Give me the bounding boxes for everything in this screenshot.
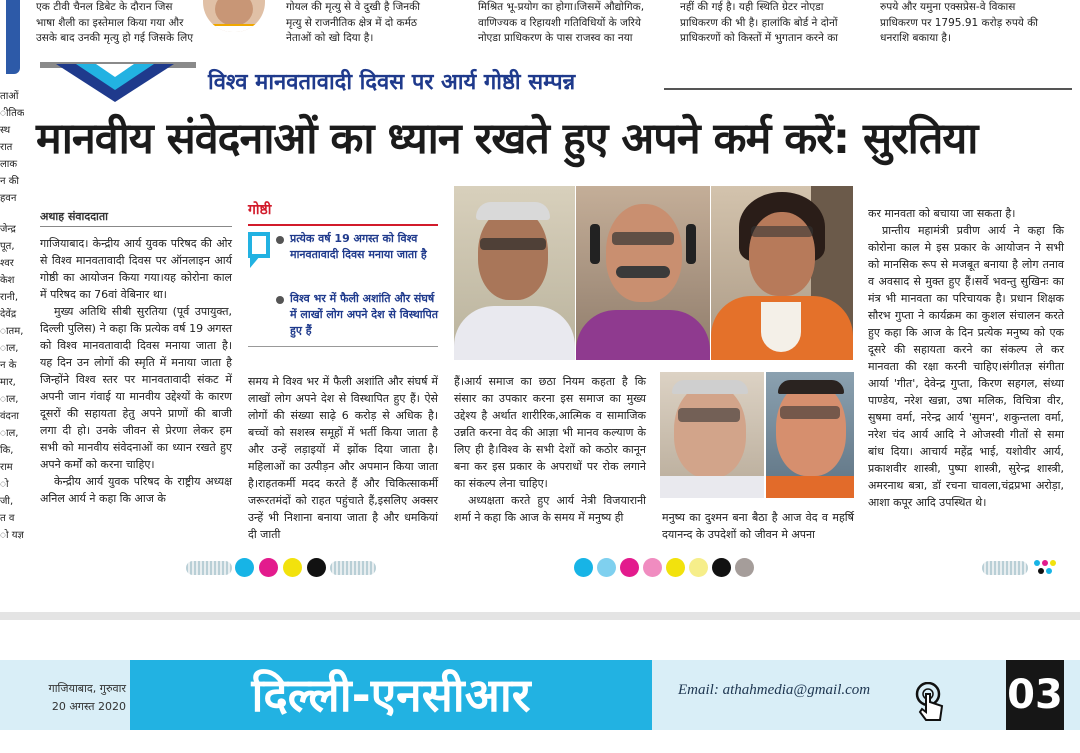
color-swatch xyxy=(259,558,278,577)
left-edge-column: ताओं ीतिक स्थ रात लाक न की हवन जेन्द्र पूत, श्वर केश रानी, देवेंद्र ातम, ाल, न के मार, ाल, वंदना ाल, कि, राम ो जी, त व ो यज्ञ xyxy=(0,91,24,541)
bullet-icon xyxy=(276,236,284,244)
article-column-4 xyxy=(662,509,854,543)
box-bullet: प्रत्येक वर्ष 19 अगस्त को विश्व मानवतावादी दिवस मनाया जाता है xyxy=(290,232,427,261)
registration-mark-icon xyxy=(1034,560,1056,576)
footer-email[interactable]: Email: athahmedia@gmail.com xyxy=(678,682,871,698)
headline: मानवीय संवेदनाओं का ध्यान रखते हुए अपने कर्म करें: सुरतिया xyxy=(36,114,978,164)
color-swatch xyxy=(235,558,254,577)
article-column-2 xyxy=(248,373,438,543)
left-edge-graphic xyxy=(6,0,20,74)
paragraph: मुख्य अतिथि सीबी सुरतिया (पूर्व उपायुक्त, दिल्ली पुलिस) ने कहा कि प्रत्येक वर्ष 19 अगस्त को विश्व मानवतावादी दिवस मनाया जाता है। यह दिन उन लोगों की स्मृति में मनाया जाता है जिन्होंने विश्व स्तर पर मानवतावादी संकट में अपनी जान गंवाई या मानवीय उद्देश्यों के कारण दूसरों की सहायता हेतु अपने प्राणों की बाजी लगा दी हो। उनके जीवन से प्रेरणा लेकर हम सभी को मानवीय संवेदनाओं का ध्यान रखते हुए अपने कर्मों को करना चाहिए। xyxy=(40,305,232,471)
article-column-5 xyxy=(868,205,1064,511)
color-swatch xyxy=(620,558,639,577)
kicker-rule xyxy=(664,88,1072,90)
box-bullet: विश्व भर में फैली अशांति और संघर्ष में लाखों लोग अपने देश से विस्थापित हुए हैं xyxy=(290,292,438,337)
registration-hatch xyxy=(186,561,232,575)
page-number: 03 xyxy=(1007,672,1063,718)
page-gap xyxy=(0,612,1080,620)
article-column-3 xyxy=(454,373,646,526)
photo-speaker-4 xyxy=(660,372,764,498)
pointer-hand-icon xyxy=(914,682,946,726)
footer-city-day: गाजियाबाद, गुरुवार xyxy=(48,682,126,695)
paragraph: समय मे विश्व भर में फैली अशांति और संघर्ष में लाखों लोग अपने देश से विस्थापित हुए हैं। ऐसे लोगों की संख्या साढ़े 6 करोड़ से अधिक है। बच्चों को सशस्त्र समूहों में भर्ती किया जाता है और उन्हें लड़ाइयों में झोंक दिया जाता है। महिलाओं का उत्पीड़न और अपमान किया जाता है।राहतकर्मी मदद करते हैं और चिकित्साकर्मी जरूरतमंदों को राहत पहुंचाते हैं,इसलिए अक्सर उन्हें भी निशाना बनाया जाता है और धमकियां दी जाती xyxy=(248,375,438,541)
color-swatch xyxy=(712,558,731,577)
paragraph: गाजियाबाद। केन्द्रीय आर्य युवक परिषद की ओर से विश्व मानवतावादी दिवस पर ऑनलाइन आर्य गोष्ठी का आयोजन किया गया।यह कोरोना काल में परिषद का 76वां वेबिनार था। xyxy=(40,237,232,301)
bullet-icon xyxy=(276,296,284,304)
goshthi-box xyxy=(248,198,438,348)
top-fragment-mid: मिश्रित भू-प्रयोग का होगा।जिसमें औद्योगिक, वाणिज्यक व रिहायशी गतिविधियों के जरिये नोएडा प्राधिकरण के पास राजस्व का नया xyxy=(478,1,645,44)
byline-rule xyxy=(40,226,232,227)
top-fragment-right2: रुपये और यमुना एक्सप्रेस-वे विकास प्राधिकरण पर 1795.91 करोड़ रुपये की धनराशि बकाया है। xyxy=(880,1,1038,44)
photo-speaker-3 xyxy=(711,186,853,360)
photo-speaker-2 xyxy=(576,186,710,360)
quote-icon xyxy=(248,232,272,270)
top-fragment-right1: नहीं की गई है। यही स्थिति ग्रेटर नोएडा प्राधिकरण की भी है। हालांकि बोर्ड ने दोनों प्राधिकरणों को किस्तों में भुगतान करने का xyxy=(680,1,838,44)
paragraph: केन्द्रीय आर्य युवक परिषद के राष्ट्रीय अध्यक्ष अनिल आर्य ने कहा कि आज के xyxy=(40,475,232,505)
photo-speaker-5 xyxy=(766,372,854,498)
section-title: दिल्ली-एनसीआर xyxy=(251,668,531,722)
kicker: विश्व मानवतावादी दिवस पर आर्य गोष्ठी सम्पन्न xyxy=(208,70,576,95)
chevron-icon xyxy=(56,64,174,102)
box-label: गोष्ठी xyxy=(248,202,272,218)
byline: अथाह संवाददाता xyxy=(40,210,109,223)
color-swatch xyxy=(283,558,302,577)
color-swatch xyxy=(666,558,685,577)
footer-date: 20 अगस्त 2020 xyxy=(51,700,126,713)
footer-dateline xyxy=(30,680,126,716)
color-swatch xyxy=(689,558,708,577)
article-column-1 xyxy=(40,235,232,507)
paragraph: अध्यक्षता करते हुए आर्य नेत्री विजयारानी शर्मा ने कहा कि आज के समय में मनुष्य ही xyxy=(454,494,646,524)
photo-speaker-1 xyxy=(454,186,575,360)
paragraph: मनुष्य का दुश्मन बना बैठा है आज वेद व महर्षि दयानन्द के उपदेशों को जीवन मे अपना xyxy=(662,511,854,541)
paragraph: प्रान्तीय महामंत्री प्रवीण आर्य ने कहा कि कोरोना काल मे इस प्रकार के आयोजन ने सभी को मानसिक रूप से मजबूत बनाया है लोग तनाव व अवसाद से मुक्त हुए हैं।सर्वे भवन्तु सुखिनः का मंत्र भी मानवता का परिचायक है। प्रधान शिक्षक सौरभ गुप्ता ने कार्यक्रम का कुशल संचालन करते हुए कहा कि आज के दिन प्रत्येक मनुष्य को एक दूसरे की सहायता करने का संकल्प ले कर मानवता की रक्षा करनी चाहिए।संगीतज्ञ संगीता आर्या 'गीत', देवेन्द्र गुप्ता, किरण सहगल, संध्या पाण्डेय, नरेश खन्ना, उषा मलिक, विचित्रा वीर, सुषमा वर्मा, नरेन्द्र आर्य 'सुमन', शकुन्तला वर्मा, नरेश चंद आर्य आदि ने ओजस्वी गीतों से समा बांध दिया। आचार्य महेंद्र भाई, यशोवीर आर्य, प्रकाशवीर शास्त्री, पुष्पा शास्त्री, सुरेन्द्र शास्त्री, अमरनाथ बत्रा, डॉ रचना चावला,चंद्रप्रभा अरोड़ा, आशा कपूर आदि उपस्थित थे। xyxy=(868,224,1064,509)
color-swatch xyxy=(597,558,616,577)
color-swatch xyxy=(735,558,754,577)
top-fragment-left: एक टीवी चैनल डिबेट के दौरान जिस भाषा शैली का इस्तेमाल किया गया और उसके बाद उनकी मृत्यु हो गई जिसके लिए xyxy=(36,1,194,44)
paragraph: कर मानवता को बचाया जा सकता है। xyxy=(868,207,1016,220)
top-portrait xyxy=(203,0,265,32)
registration-hatch xyxy=(330,561,376,575)
top-fragment-left2: गोयल की मृत्यु से वे दुखी है जिनकी मृत्यु से राजनीतिक क्षेत्र में दो कर्मठ नेताओं को खो दिया है। xyxy=(286,1,420,44)
paragraph: हैं।आर्य समाज का छठा नियम कहता है कि संसार का उपकार करना इस समाज का मुख्य उद्देश्य है अर्थात शारीरिक,आत्मिक व सामाजिक उन्नति करना वेद की आज्ञा भी मानव कल्याण के लिए ही है।विश्व के सभी देशों को कठोर कानून बना कर इस प्रकार के अपराधों पर रोक लगाने का संकल्प लेना चाहिए। xyxy=(454,375,646,490)
color-swatch xyxy=(307,558,326,577)
color-swatch xyxy=(574,558,593,577)
color-swatch xyxy=(643,558,662,577)
registration-hatch xyxy=(982,561,1028,575)
